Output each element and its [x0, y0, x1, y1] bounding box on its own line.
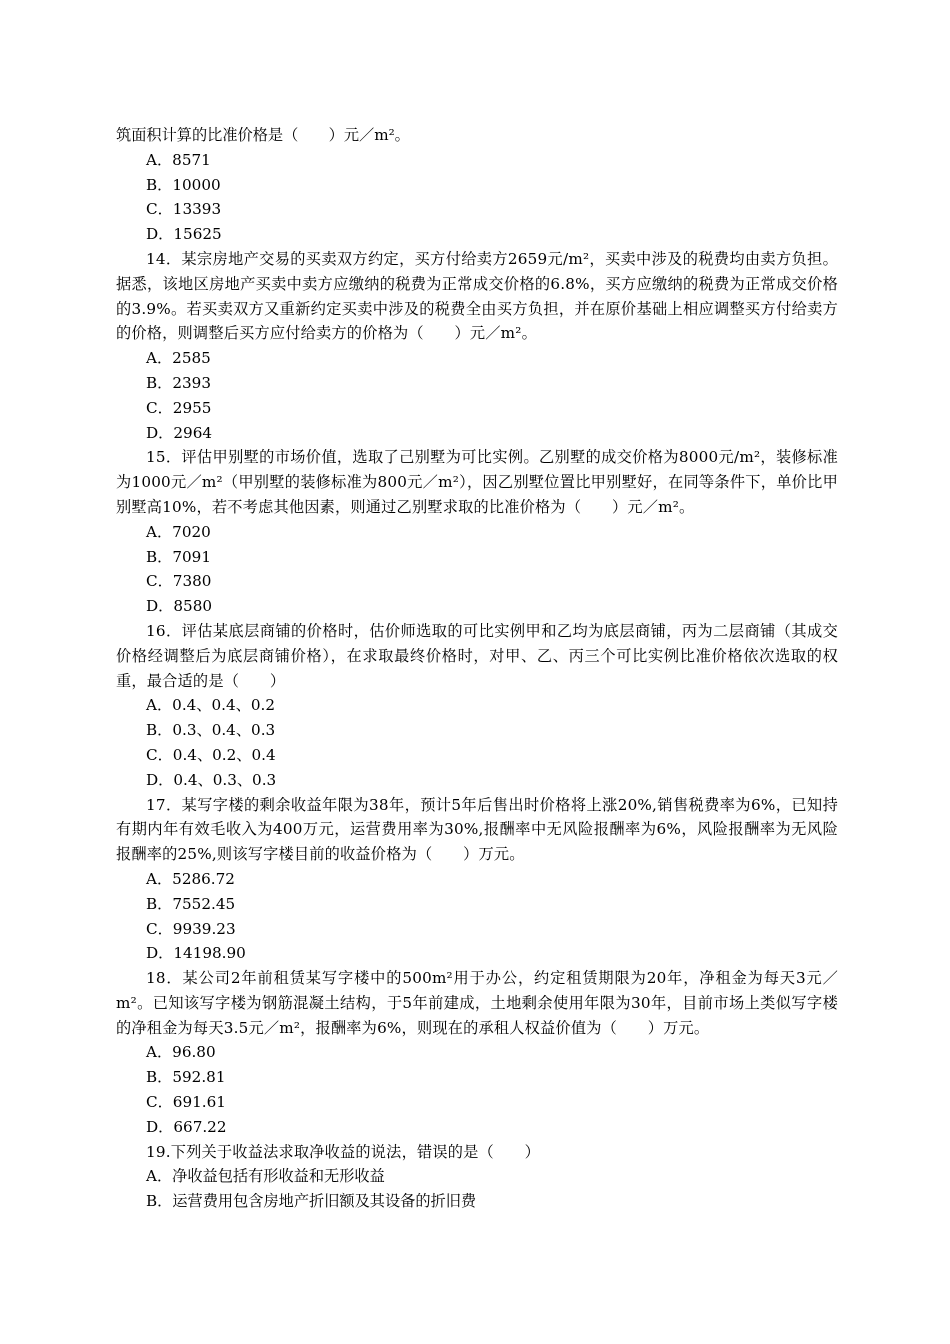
question-16-option-a: A．0.4、0.4、0.2 [146, 696, 275, 715]
question-19-option-a: A．净收益包括有形收益和无形收益 [146, 1167, 385, 1186]
question-17-stem: 17．某写字楼的剩余收益年限为38年，预计5年后售出时价格将上涨20%,销售税费率为6%，已知持有期内年有效毛收入为400万元，运营费用率为30%,报酬率中无风险报酬率为6%，风险报酬率为无风险报酬率的25%,则该写字楼目前的收益价格为（ ）万元。 [116, 795, 838, 864]
question-18-option-c: C．691.61 [146, 1093, 226, 1112]
question-16-option-c: C．0.4、0.2、0.4 [146, 745, 276, 764]
question-16-option-d: D．0.4、0.3、0.3 [146, 770, 277, 789]
question-14-option-d: D．2964 [146, 423, 213, 442]
question-13-option-c: C．13393 [146, 200, 222, 219]
question-17-option-d: D．14198.90 [146, 944, 246, 963]
question-18-option-d: D．667.22 [146, 1117, 227, 1136]
question-13-option-b: B．10000 [146, 175, 221, 194]
question-17-option-c: C．9939.23 [146, 919, 236, 938]
question-16-stem: 16．评估某底层商铺的价格时，估价师选取的可比实例甲和乙均为底层商铺，丙为二层商铺（其成交价格经调整后为底层商铺价格），在求取最终价格时，对甲、乙、丙三个可比实例比准价格依次选取的权重，最合适的是（ ） [116, 621, 838, 690]
question-19-stem: 19.下列关于收益法求取净收益的说法，错误的是（ ） [146, 1142, 541, 1161]
question-15-option-c: C．7380 [146, 572, 212, 591]
question-19-option-b: B．运营费用包含房地产折旧额及其设备的折旧费 [146, 1192, 477, 1211]
question-15-option-d: D．8580 [146, 597, 213, 616]
question-17-option-b: B．7552.45 [146, 894, 236, 913]
question-15-stem: 15．评估甲别墅的市场价值，选取了己别墅为可比实例。乙别墅的成交价格为8000元/m²，装修标准为1000元／m²（甲别墅的装修标准为800元／m²），因乙别墅位置比甲别墅好，在同等条件下，单价比甲别墅高10%，若不考虑其他因素，则通过乙别墅求取的比准价格为（ ）元／m²。 [116, 448, 838, 516]
document-body [116, 123, 838, 1214]
question-14-option-a: A．2585 [146, 349, 211, 368]
question-18-option-a: A．96.80 [146, 1043, 216, 1062]
question-15-option-a: A．7020 [146, 522, 211, 541]
question-13-option-d: D．15625 [146, 225, 222, 244]
question-14-option-c: C．2955 [146, 398, 212, 417]
question-18-option-b: B．592.81 [146, 1068, 226, 1087]
question-13-option-a: A．8571 [146, 150, 211, 169]
question-15-option-b: B．7091 [146, 547, 211, 566]
question-14-stem: 14．某宗房地产交易的买卖双方约定，买方付给卖方2659元/m²，买卖中涉及的税费均由卖方负担。据悉，该地区房地产买卖中卖方应缴纳的税费为正常成交价格的6.8%，买方应缴纳的税费为正常成交价格的3.9%。若买卖双方又重新约定买卖中涉及的税费全由买方负担，并在原价基础上相应调整买方付给卖方的价格，则调整后买方应付给卖方的价格为（ ）元／m²。 [116, 249, 838, 343]
question-13-stem-continuation: 筑面积计算的比准价格是（ ）元／m²。 [116, 126, 410, 144]
question-14-option-b: B．2393 [146, 373, 211, 392]
question-18-stem: 18．某公司2年前租赁某写字楼中的500m²用于办公，约定租赁期限为20年，净租金为每天3元／m²。已知该写字楼为钢筋混凝土结构，于5年前建成，土地剩余使用年限为30年，目前市场上类似写字楼的净租金为每天3.5元／m²，报酬率为6%，则现在的承租人权益价值为（ ）万元。 [116, 969, 838, 1037]
question-17-option-a: A．5286.72 [146, 869, 235, 888]
question-16-option-b: B．0.3、0.4、0.3 [146, 721, 276, 740]
